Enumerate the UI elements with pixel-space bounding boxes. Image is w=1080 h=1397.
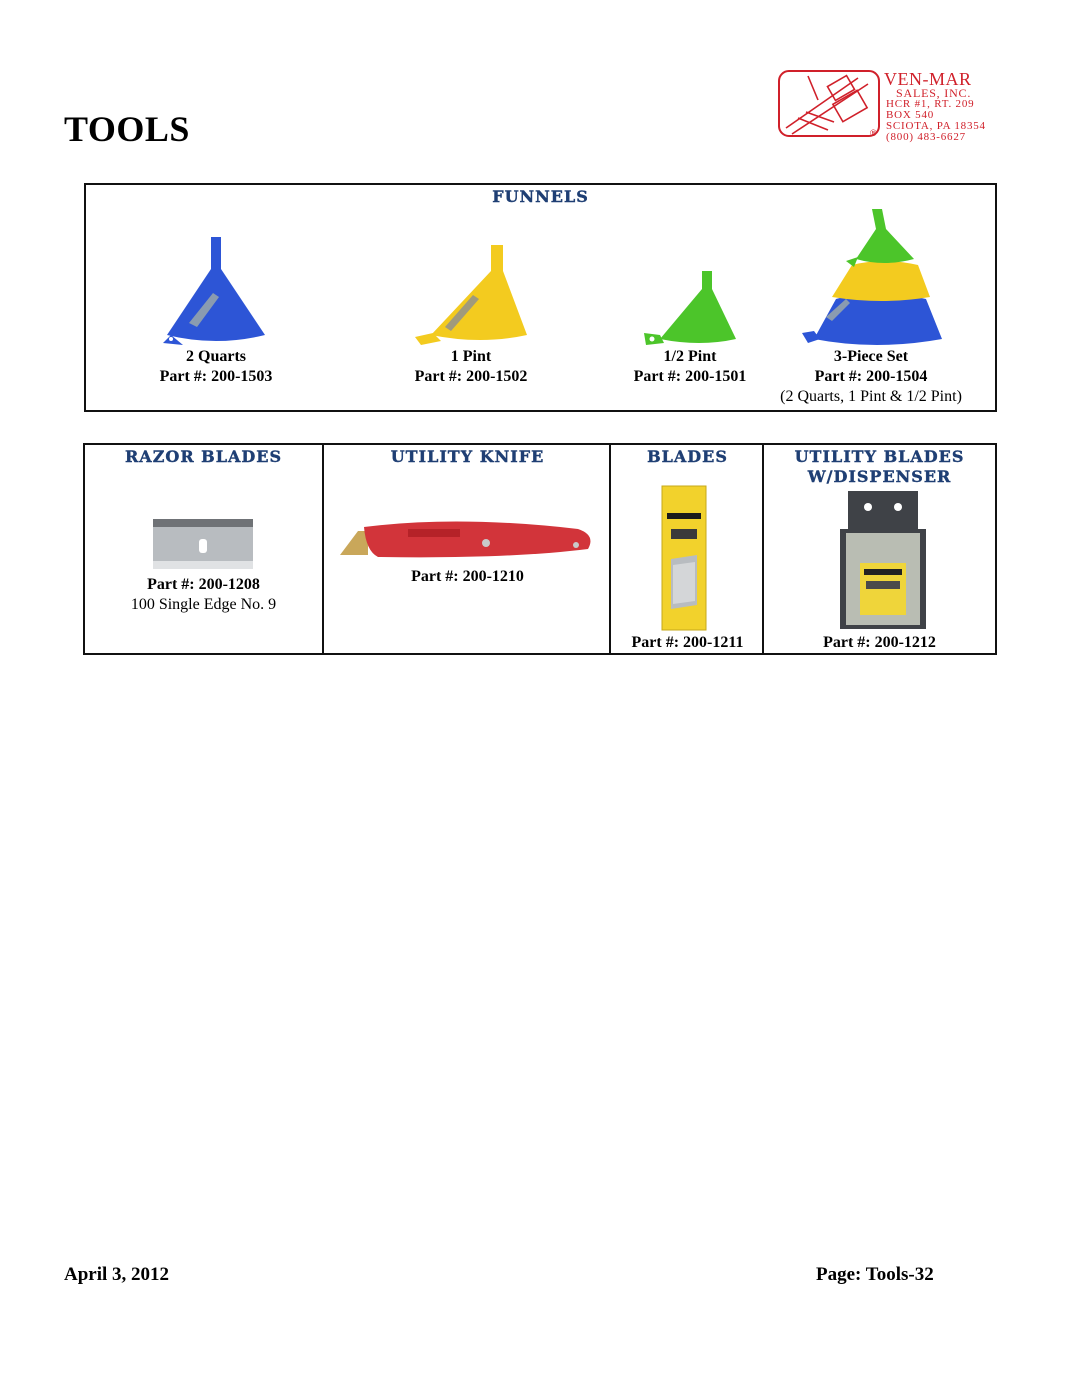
blue-funnel-icon	[161, 235, 271, 347]
part-number: Part #: 200-1208	[147, 576, 260, 593]
section-title-utility-blades: UTILITY BLADES	[794, 447, 965, 466]
funnel-set-icon	[796, 207, 946, 347]
section-title-blades: BLADES	[647, 447, 728, 466]
footer-date: April 3, 2012	[64, 1264, 170, 1285]
logo-line: SALES, INC.	[896, 86, 972, 100]
section-title-razor-blades: RAZOR BLADES	[124, 447, 282, 466]
section-title-utility-knife: UTILITY KNIFE	[390, 447, 545, 466]
part-number: Part #: 200-1210	[411, 568, 524, 585]
funnels-section	[84, 183, 997, 412]
blades-package-icon	[661, 485, 707, 631]
product-funnel-half-pint	[622, 269, 758, 387]
logo-line: SCIOTA, PA 18354	[886, 120, 986, 132]
page-title: TOOLS	[64, 109, 190, 149]
logo-line: HCR #1, RT. 209	[886, 98, 975, 110]
razor-blade-icon	[151, 517, 255, 573]
product-name: 1/2 Pint	[663, 348, 717, 365]
blade-dispenser-icon	[838, 489, 928, 631]
part-number: Part #: 200-1211	[631, 634, 744, 651]
logo-line: BOX 540	[886, 109, 935, 121]
product-name: 1 Pint	[450, 348, 492, 365]
company-logo	[778, 69, 1008, 143]
product-note: (2 Quarts, 1 Pint & 1/2 Pint)	[780, 388, 962, 405]
logo-company-name: VEN-MAR	[884, 69, 972, 89]
part-number: Part #: 200-1212	[823, 634, 936, 651]
utility-knife-cell	[322, 445, 611, 653]
product-funnel-1-pint	[401, 243, 541, 387]
utility-knife-icon	[338, 511, 598, 563]
utility-blades-dispenser-cell	[762, 445, 995, 653]
tools-section	[83, 443, 997, 655]
part-number: Part #: 200-1502	[414, 368, 528, 385]
yellow-funnel-icon	[411, 243, 531, 347]
part-number: Part #: 200-1504	[814, 368, 928, 385]
section-title-dispenser: W/DISPENSER	[807, 467, 952, 486]
product-name: 2 Quarts	[186, 348, 246, 365]
part-number: Part #: 200-1501	[633, 368, 747, 385]
svg-text:®: ®	[870, 128, 877, 138]
green-funnel-icon	[640, 269, 740, 347]
footer-page-number: Page: Tools-32	[816, 1264, 934, 1285]
section-title-funnels: FUNNELS	[492, 187, 589, 206]
product-funnel-3-piece-set	[766, 207, 976, 407]
wrench-logo-icon	[778, 70, 884, 140]
product-description: 100 Single Edge No. 9	[130, 596, 277, 613]
part-number: Part #: 200-1503	[159, 368, 273, 385]
product-name: 3-Piece Set	[833, 348, 909, 365]
logo-line: (800) 483-6627	[886, 131, 966, 143]
blades-cell	[609, 445, 764, 653]
razor-blades-cell	[85, 445, 322, 653]
product-funnel-2-quarts	[146, 235, 286, 387]
